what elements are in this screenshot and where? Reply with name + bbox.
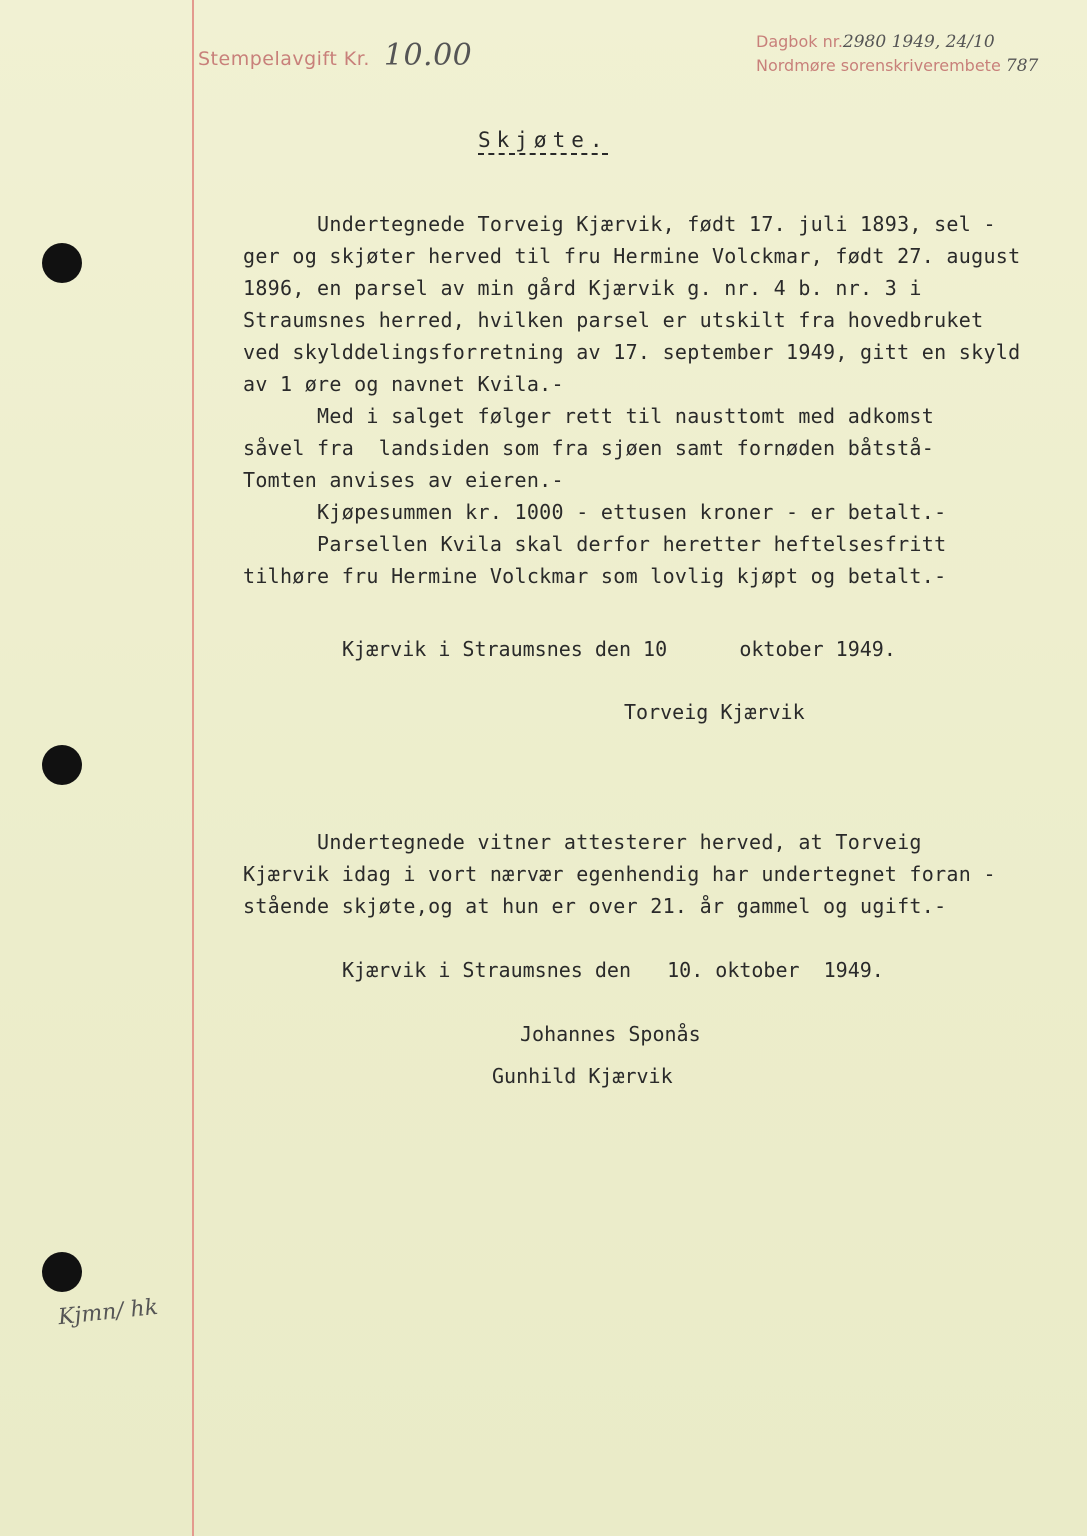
stamp-fee-label: Stempelavgift Kr. [198, 48, 370, 70]
stamp-fee-value: 10.00 [383, 38, 473, 73]
place-date: Kjærvik i Straumsnes den 10. oktober 1949. [342, 958, 884, 982]
office-name: Nordmøre sorenskriverembete [756, 56, 1001, 75]
witness-line: Kjærvik idag i vort nærvær egenhendig har undertegnet foran - [243, 862, 996, 886]
body-line: Kjøpesummen kr. 1000 - ettusen kroner - er betalt.- [243, 500, 947, 524]
journal-number: 2980 1949, 24/10 [842, 32, 995, 52]
document-title: Skjøte. [478, 128, 609, 152]
punch-hole [42, 745, 82, 785]
body-line: 1896, en parsel av min gård Kjærvik g. nr. 4 b. nr. 3 i [243, 276, 922, 300]
stamp-fee [198, 38, 472, 73]
seller-signature: Torveig Kjærvik [624, 700, 805, 724]
body-line: av 1 øre og navnet Kvila.- [243, 372, 564, 396]
body-line: tilhøre fru Hermine Volckmar som lovlig kjøpt og betalt.- [243, 564, 947, 588]
body-line: Straumsnes herred, hvilken parsel er utskilt fra hovedbruket [243, 308, 984, 332]
margin-rule [192, 0, 194, 1536]
body-line: Med i salget følger rett til nausttomt med adkomst [243, 404, 935, 428]
witness-signature: Gunhild Kjærvik [492, 1064, 673, 1088]
witness-line: Undertegnede vitner attesterer herved, at Torveig [243, 830, 922, 854]
body-line: såvel fra landsiden som fra sjøen samt fornøden båtstå- [243, 436, 935, 460]
folio-number: 787 [1005, 56, 1039, 76]
journal-label: Dagbok nr. [756, 32, 843, 51]
place-date: Kjærvik i Straumsnes den 10 oktober 1949. [342, 637, 896, 661]
body-line: Tomten anvises av eieren.- [243, 468, 564, 492]
witness-signature: Johannes Sponås [520, 1022, 701, 1046]
punch-hole [42, 1252, 82, 1292]
body-line: Parsellen Kvila skal derfor heretter heftelsesfritt [243, 532, 947, 556]
margin-note: Kjmn/ hk [56, 1294, 160, 1331]
punch-hole [42, 243, 82, 283]
witness-line: stående skjøte,og at hun er over 21. år gammel og ugift.- [243, 894, 947, 918]
journal-stamp [756, 30, 1038, 78]
body-line: ger og skjøter herved til fru Hermine Volckmar, født 27. august [243, 244, 1021, 268]
body-line: ved skylddelingsforretning av 17. september 1949, gitt en skyld [243, 340, 1021, 364]
body-line: Undertegnede Torveig Kjærvik, født 17. juli 1893, sel - [243, 212, 996, 236]
